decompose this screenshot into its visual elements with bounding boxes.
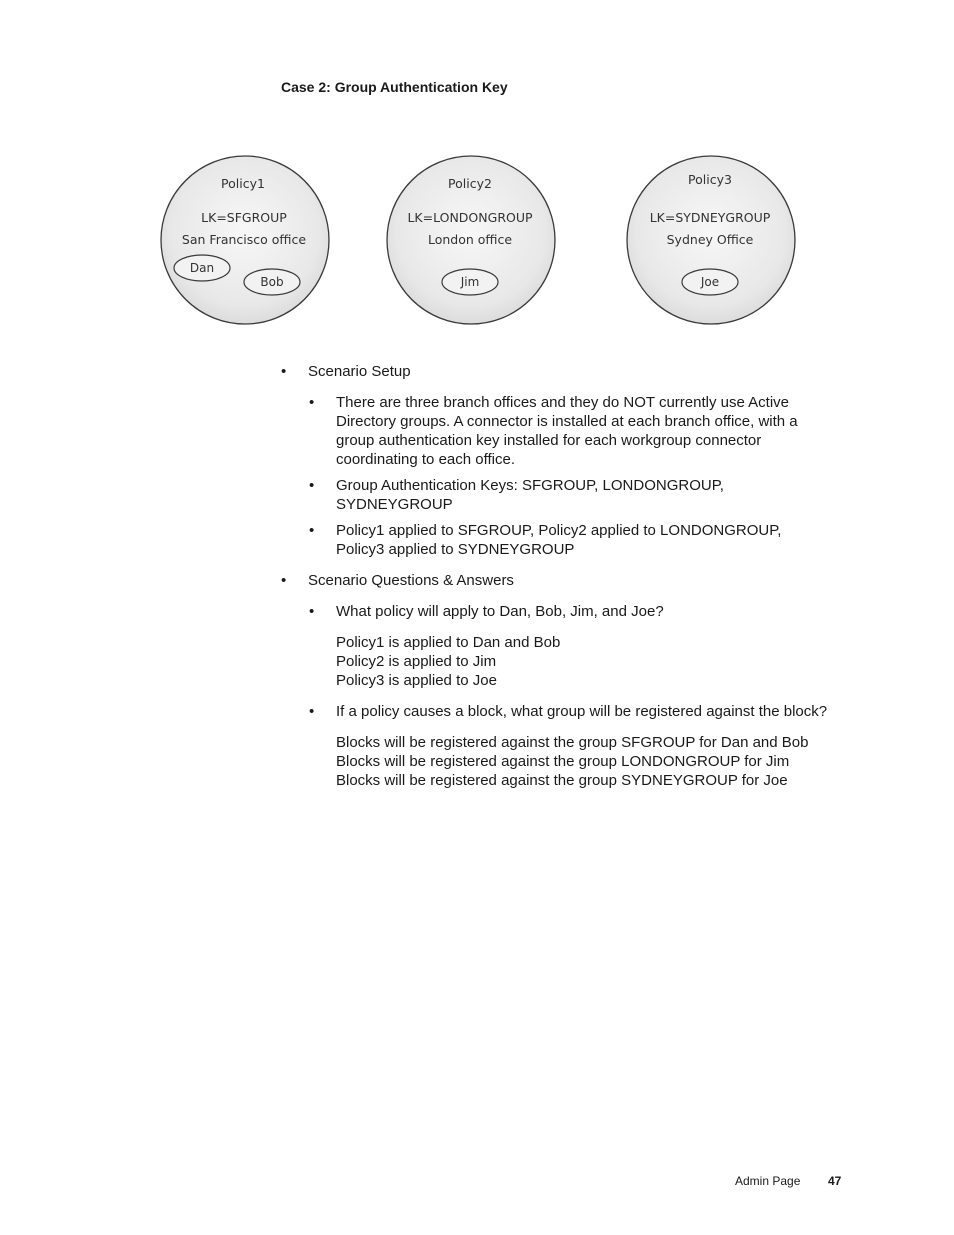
office-name: San Francisco office [181, 232, 307, 247]
answer-1-line: Policy3 is applied to Joe [336, 672, 497, 689]
policy-key: LK=LONDONGROUP [407, 210, 533, 225]
setup-item-3-line: Policy3 applied to SYDNEYGROUP [336, 541, 575, 558]
policy-name: Policy3 [688, 172, 732, 187]
office-name: London office [427, 232, 513, 247]
scenario-setup-title: Scenario Setup [308, 363, 411, 380]
answer-2-line: Blocks will be registered against the group SFGROUP for Dan and Bob [336, 734, 809, 751]
setup-item-2-line: SYDNEYGROUP [336, 496, 453, 513]
office-name: Sydney Office [666, 232, 754, 247]
answer-1-line: Policy2 is applied to Jim [336, 653, 497, 670]
bullet-marker: • [281, 572, 287, 589]
bullet-marker: • [281, 363, 287, 380]
policy-name: Policy2 [448, 176, 492, 191]
question-2: If a policy causes a block, what group will be registered against the block? [336, 703, 828, 720]
bullet-marker: • [309, 522, 315, 539]
page-number: 47 [828, 1174, 842, 1188]
user-bubble-jim [442, 269, 498, 295]
policy-circle-3 [627, 156, 795, 324]
bullet-marker: • [309, 703, 315, 720]
policy-circle-1 [161, 156, 329, 324]
section-heading: Case 2: Group Authentication Key [281, 79, 508, 95]
policy-name: Policy1 [221, 176, 265, 191]
setup-item-1-line: There are three branch offices and they do NOT currently use Active [336, 394, 790, 411]
answer-2-line: Blocks will be registered against the group LONDONGROUP for Jim [336, 753, 790, 770]
user-name: Jim [460, 275, 480, 289]
bullet-marker: • [309, 477, 315, 494]
user-bubble-dan [174, 255, 230, 281]
bullet-marker: • [309, 394, 315, 411]
user-bubble-bob [244, 269, 300, 295]
bullet-marker: • [309, 603, 315, 620]
user-name: Joe [700, 275, 720, 289]
setup-item-2-line: Group Authentication Keys: SFGROUP, LONDONGROUP, [336, 477, 724, 494]
setup-item-1-line: coordinating to each office. [336, 451, 516, 468]
setup-item-1-line: group authentication key installed for each workgroup connector [336, 432, 762, 449]
user-name: Dan [189, 261, 215, 275]
answer-1-line: Policy1 is applied to Dan and Bob [336, 634, 561, 651]
policy-diagram [0, 0, 954, 360]
user-bubble-joe [682, 269, 738, 295]
setup-item-1-line: Directory groups. A connector is installed at each branch office, with a [336, 413, 798, 430]
scenario-qa-title: Scenario Questions & Answers [308, 572, 514, 589]
user-name: Bob [260, 275, 284, 289]
policy-key: LK=SYDNEYGROUP [649, 210, 771, 225]
setup-item-3-line: Policy1 applied to SFGROUP, Policy2 applied to LONDONGROUP, [336, 522, 782, 539]
answer-2-line: Blocks will be registered against the group SYDNEYGROUP for Joe [336, 772, 788, 789]
policy-key: LK=SFGROUP [201, 210, 287, 225]
footer-label: Admin Page [735, 1174, 801, 1188]
policy-circle-2 [387, 156, 555, 324]
question-1: What policy will apply to Dan, Bob, Jim, and Joe? [336, 603, 664, 620]
